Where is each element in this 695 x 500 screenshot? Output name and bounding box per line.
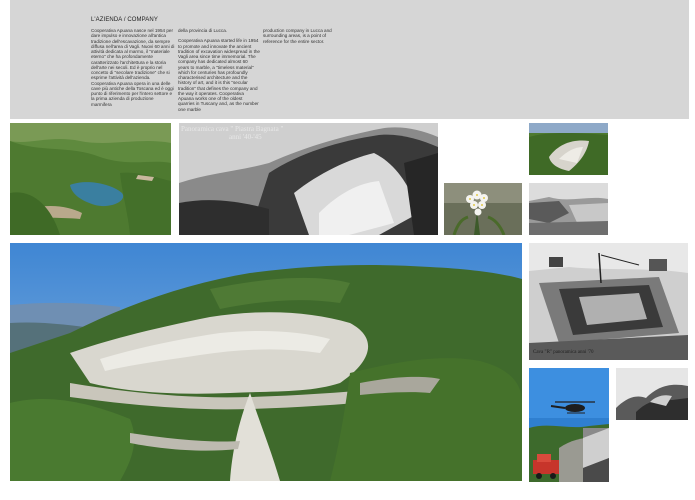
- main-quarry-panorama: [10, 243, 522, 481]
- bw-mountains-photo: [616, 368, 688, 420]
- caption-years: anni '40-'45: [229, 133, 262, 141]
- text-column-3: [263, 28, 345, 49]
- paragraph: della provincia di Lucca.: [178, 28, 228, 33]
- lake-valley-photo: [10, 123, 171, 235]
- paragraph: production company in Lucca and surrounding areas, is a point of reference for the entire sector.: [263, 28, 332, 44]
- section-heading: L'AZIENDA / COMPANY: [91, 17, 158, 23]
- bw-quarry-wall-photo: [529, 183, 608, 235]
- quarry-works-70s-photo: [529, 243, 688, 360]
- historic-caption: [181, 125, 283, 141]
- paragraph: Cooperativa Apuana started life in 1954 to promote and innovate the ancient tradition of excavation widespread in the Vagli area since time immemorial. The company has dedicated almost 60 years to marble, a "timeless material" which for centuries has profoundly characterised architecture and the history of art, and it is this "secular tradition" that defines the company and the way it operates. Cooperativa Apuana works one of the oldest quarries in Tuscany and, as the number one marble: [178, 38, 260, 112]
- text-column-2: [178, 28, 260, 117]
- caption-title: Panoramica cava " Piastra Bagnata ": [181, 125, 284, 133]
- aerial-quarry-thumb: [529, 123, 608, 175]
- white-flower-photo: [444, 183, 522, 235]
- paragraph: Cooperativa Apuana nasce nel 1954 per dare impulso e innovazione all'antica tradizione dell'escavazione, da sempre diffusa nell'area di Vagli. Nuovi 60 anni di attività dedicata al marmo, il "materiale eterno" che ha profondamente caratterizzato l'architettura e la storia dell'arte nei secoli. Ed è proprio nel concetto di "secolare tradizione" che si esprime l'attività dell'azienda. Cooperativa Apuana opera in una delle cave più antiche della Toscana ed è oggi punto di riferimento per l'intero settore e la prima azienda di produzione marmifera: [91, 28, 175, 107]
- quarry-70s-caption: Cava "R" panoramica anni '70: [533, 350, 594, 355]
- text-column-1: [91, 28, 175, 112]
- bw-quarry-slope-photo: [583, 428, 609, 482]
